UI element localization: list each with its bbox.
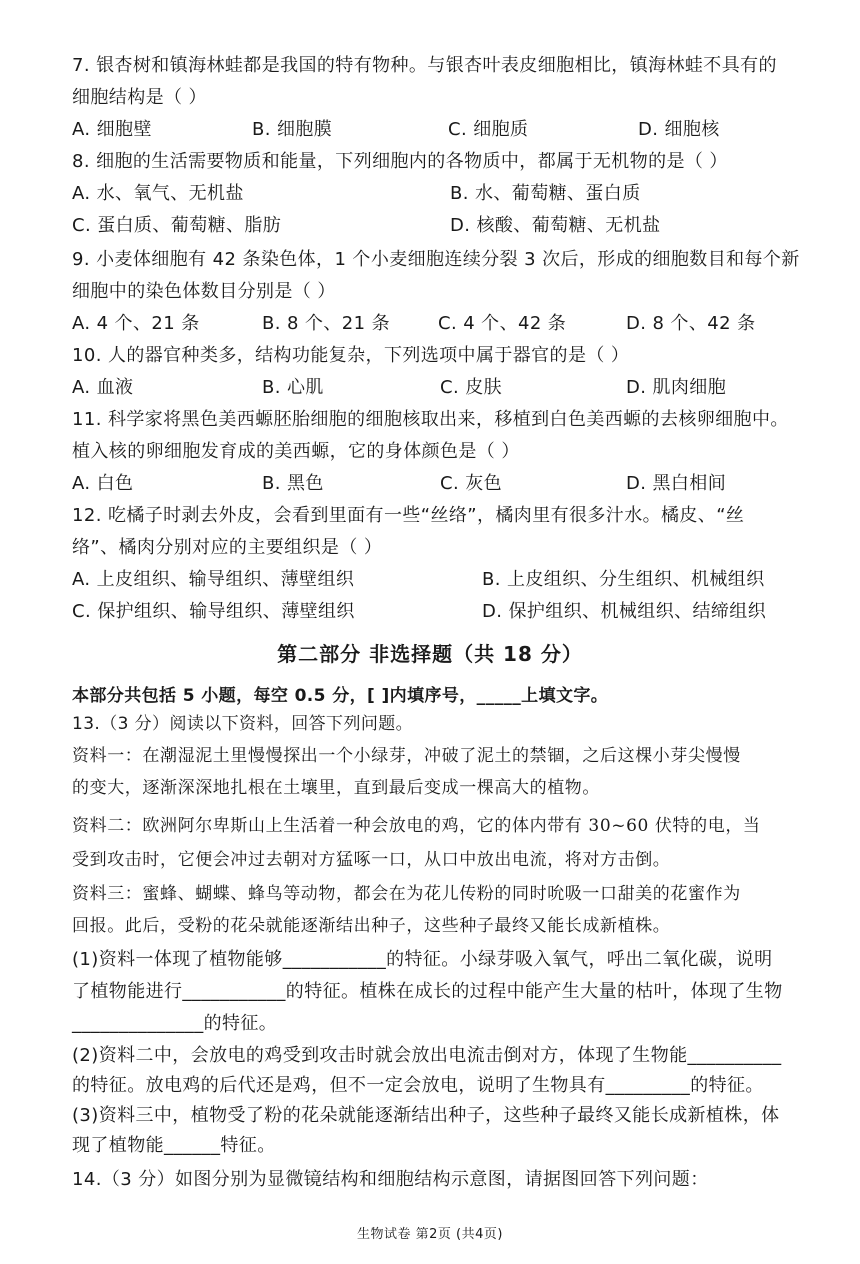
q13-intro: 13.（3 分）阅读以下资料，回答下列问题。: [72, 714, 414, 734]
q12-stem-line2: 络”、橘肉分别对应的主要组织是（ ）: [72, 537, 383, 558]
q10-stem-line1: 10. 人的器官种类多，结构功能复杂，下列选项中属于器官的是（ ）: [72, 345, 630, 366]
q9-option-c[interactable]: C. 4 个、42 条: [438, 313, 567, 334]
part2-instruction: 本部分共包括 5 小题，每空 0.5 分，[ ]内填序号，_____上填文字。: [72, 686, 609, 706]
q8-option-a[interactable]: A. 水、氧气、无机盐: [72, 183, 244, 204]
q12-stem-line1: 12. 吃橘子时剥去外皮，会看到里面有一些“丝络”，橘肉里有很多汁水。橘皮、“丝: [72, 505, 745, 526]
q10-option-a[interactable]: A. 血液: [72, 377, 134, 398]
q9-stem-line1: 9. 小麦体细胞有 42 条染色体，1 个小麦细胞连续分裂 3 次后，形成的细胞数目和每个新: [72, 249, 800, 270]
q11-options: [72, 472, 830, 496]
q13-material3-line1: 资料三：蜜蜂、蝴蝶、蜂鸟等动物，都会在为花儿传粉的同时吮吸一口甜美的花蜜作为: [72, 884, 741, 904]
q8-option-c[interactable]: C. 蛋白质、葡萄糖、脂肪: [72, 215, 282, 236]
q13-material1-line1: 资料一：在潮湿泥土里慢慢探出一个小绿芽，冲破了泥土的禁锢，之后这棵小芽尖慢慢: [72, 746, 741, 766]
q8-stem-line1: 8. 细胞的生活需要物质和能量，下列细胞内的各物质中，都属于无机物的是（ ）: [72, 151, 728, 172]
q8-option-d[interactable]: D. 核酸、葡萄糖、无机盐: [450, 215, 661, 236]
page-footer: 生物试卷 第2页 (共4页): [357, 1227, 503, 1242]
q12-option-a[interactable]: A. 上皮组织、输导组织、薄壁组织: [72, 569, 355, 590]
q9-option-b[interactable]: B. 8 个、21 条: [262, 313, 390, 334]
q12-option-c[interactable]: C. 保护组织、输导组织、薄壁组织: [72, 601, 355, 622]
q7-option-a[interactable]: A. 细胞壁: [72, 119, 152, 140]
q11-option-b[interactable]: B. 黑色: [262, 473, 324, 494]
q14-intro: 14.（3 分）如图分别为显微镜结构和细胞结构示意图，请据图回答下列问题：: [72, 1169, 709, 1190]
q12-option-d[interactable]: D. 保护组织、机械组织、结缔组织: [482, 601, 767, 622]
q13-material3-line2: 回报。此后，受粉的花朵就能逐渐结出种子，这些种子最终又能长成新植株。: [72, 916, 671, 936]
q13-sub1-line1: (1)资料一体现了植物能够___________的特征。小绿芽吸入氧气，呼出二氧化碳，说明: [72, 949, 773, 970]
q7-option-c[interactable]: C. 细胞质: [448, 119, 529, 140]
q12-options-row2: [72, 600, 830, 624]
q9-option-d[interactable]: D. 8 个、42 条: [626, 313, 756, 334]
q12-options-row1: [72, 568, 830, 592]
q9-options: [72, 312, 830, 336]
q13-sub2-line1: (2)资料二中，会放电的鸡受到攻击时就会放出电流击倒对方，体现了生物能__________: [72, 1045, 782, 1066]
q9-stem-line2: 细胞中的染色体数目分别是（ ）: [72, 281, 336, 302]
q7-stem-line1: 7. 银杏树和镇海林蛙都是我国的特有物种。与银杏叶表皮细胞相比，镇海林蛙不具有的: [72, 55, 777, 76]
q10-options: [72, 376, 830, 400]
q13-sub3-line1: (3)资料三中，植物受了粉的花朵就能逐渐结出种子，这些种子最终又能长成新植株，体: [72, 1105, 780, 1126]
q7-option-d[interactable]: D. 细胞核: [638, 119, 720, 140]
q7-stem-line2: 细胞结构是（ ）: [72, 87, 207, 108]
q9-option-a[interactable]: A. 4 个、21 条: [72, 313, 200, 334]
q12-option-b[interactable]: B. 上皮组织、分生组织、机械组织: [482, 569, 765, 590]
part2-title: 第二部分 非选择题（共 18 分）: [277, 642, 583, 666]
q10-option-c[interactable]: C. 皮肤: [440, 377, 503, 398]
q7-options: [72, 118, 830, 142]
q13-sub2-line2: 的特征。放电鸡的后代还是鸡，但不一定会放电，说明了生物具有_________的特征。: [72, 1075, 764, 1096]
q10-option-b[interactable]: B. 心肌: [262, 377, 324, 398]
q13-material2-line1: 资料二：欧洲阿尔卑斯山上生活着一种会放电的鸡，它的体内带有 30~60 伏特的电，当: [72, 816, 761, 836]
q13-sub1-line3: ______________的特征。: [72, 1013, 278, 1034]
q13-material1-line2: 的变大，逐渐深深地扎根在土壤里，直到最后变成一棵高大的植物。: [72, 778, 600, 798]
q8-option-b[interactable]: B. 水、葡萄糖、蛋白质: [450, 183, 641, 204]
q13-sub3-line2: 现了植物能______特征。: [72, 1135, 276, 1156]
q8-options-row2: [72, 214, 830, 238]
q11-option-c[interactable]: C. 灰色: [440, 473, 503, 494]
q11-option-a[interactable]: A. 白色: [72, 473, 134, 494]
q13-sub1-line2: 了植物能进行___________的特征。植株在成长的过程中能产生大量的枯叶，体现了生物: [72, 981, 783, 1002]
q11-stem-line2: 植入核的卵细胞发育成的美西螈，它的身体颜色是（ ）: [72, 441, 520, 462]
q13-material2-line2: 受到攻击时，它便会冲过去朝对方猛啄一口，从口中放出电流，将对方击倒。: [72, 850, 671, 870]
q7-option-b[interactable]: B. 细胞膜: [252, 119, 333, 140]
q11-option-d[interactable]: D. 黑白相间: [626, 473, 727, 494]
q8-options-row1: [72, 182, 830, 206]
q11-stem-line1: 11. 科学家将黑色美西螈胚胎细胞的细胞核取出来，移植到白色美西螈的去核卵细胞中。: [72, 409, 789, 430]
q10-option-d[interactable]: D. 肌肉细胞: [626, 377, 727, 398]
